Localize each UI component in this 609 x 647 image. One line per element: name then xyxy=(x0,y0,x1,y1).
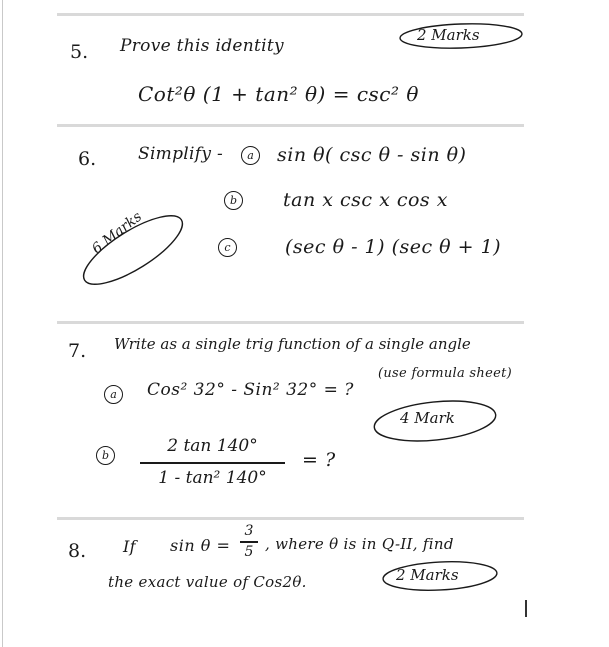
question-8-fraction xyxy=(240,523,258,560)
question-7-note: (use formula sheet) xyxy=(378,366,512,381)
question-8-if: If xyxy=(123,537,136,556)
question-7-part-a: Cos² 32° - Sin² 32° = ? xyxy=(147,380,354,400)
question-divider xyxy=(57,517,524,520)
question-7-part-b-equals: = ? xyxy=(302,449,336,471)
part-c-circle: c xyxy=(218,238,237,257)
question-5-marks: 2 Marks xyxy=(417,26,480,44)
question-divider xyxy=(57,124,524,127)
part-b-circle: b xyxy=(224,191,243,210)
question-7-marks-badge xyxy=(374,400,498,440)
text-cursor xyxy=(525,600,527,617)
part-b-circle: b xyxy=(96,446,115,465)
question-7-number: 7. xyxy=(68,340,87,362)
fraction-denominator: 1 - tan² 140° xyxy=(158,467,267,488)
fraction-numerator: 3 xyxy=(244,523,254,539)
page-edge xyxy=(2,0,3,647)
question-5-identity: Cot²θ (1 + tan² θ) = csc² θ xyxy=(138,82,419,106)
question-6-part-b: tan x csc x cos x xyxy=(283,189,448,211)
fraction-numerator: 2 tan 140° xyxy=(167,436,258,456)
question-6-marks-badge xyxy=(80,208,190,278)
question-6-part-a: sin θ( csc θ - sin θ) xyxy=(277,144,467,166)
question-6-marks: 6 Marks xyxy=(89,208,145,258)
question-7-marks: 4 Mark xyxy=(400,409,455,427)
question-8-marks-badge xyxy=(380,560,500,592)
question-8-marks: 2 Marks xyxy=(396,566,459,584)
question-5-prompt: Prove this identity xyxy=(120,36,284,56)
question-8-line-2: the exact value of Cos2θ. xyxy=(108,573,307,591)
question-6-number: 6. xyxy=(78,148,97,170)
question-7-prompt: Write as a single trig function of a single angle xyxy=(114,335,471,353)
question-7-part-b-fraction xyxy=(140,436,285,488)
fraction-bar xyxy=(240,541,258,543)
question-6-prompt: Simplify - xyxy=(138,144,224,164)
question-6-part-c: (sec θ - 1) (sec θ + 1) xyxy=(285,236,502,258)
question-divider xyxy=(57,13,524,16)
fraction-bar xyxy=(140,462,285,464)
question-5-marks-badge xyxy=(398,22,524,50)
part-a-circle: a xyxy=(241,146,260,165)
question-divider xyxy=(57,321,524,324)
question-8-condition: , where θ is in Q-II, find xyxy=(265,535,454,553)
question-5-number: 5. xyxy=(70,41,89,63)
fraction-denominator: 5 xyxy=(244,543,254,560)
question-8-sin-lhs: sin θ = xyxy=(170,536,231,555)
part-a-circle: a xyxy=(104,385,123,404)
question-8-number: 8. xyxy=(68,540,87,562)
